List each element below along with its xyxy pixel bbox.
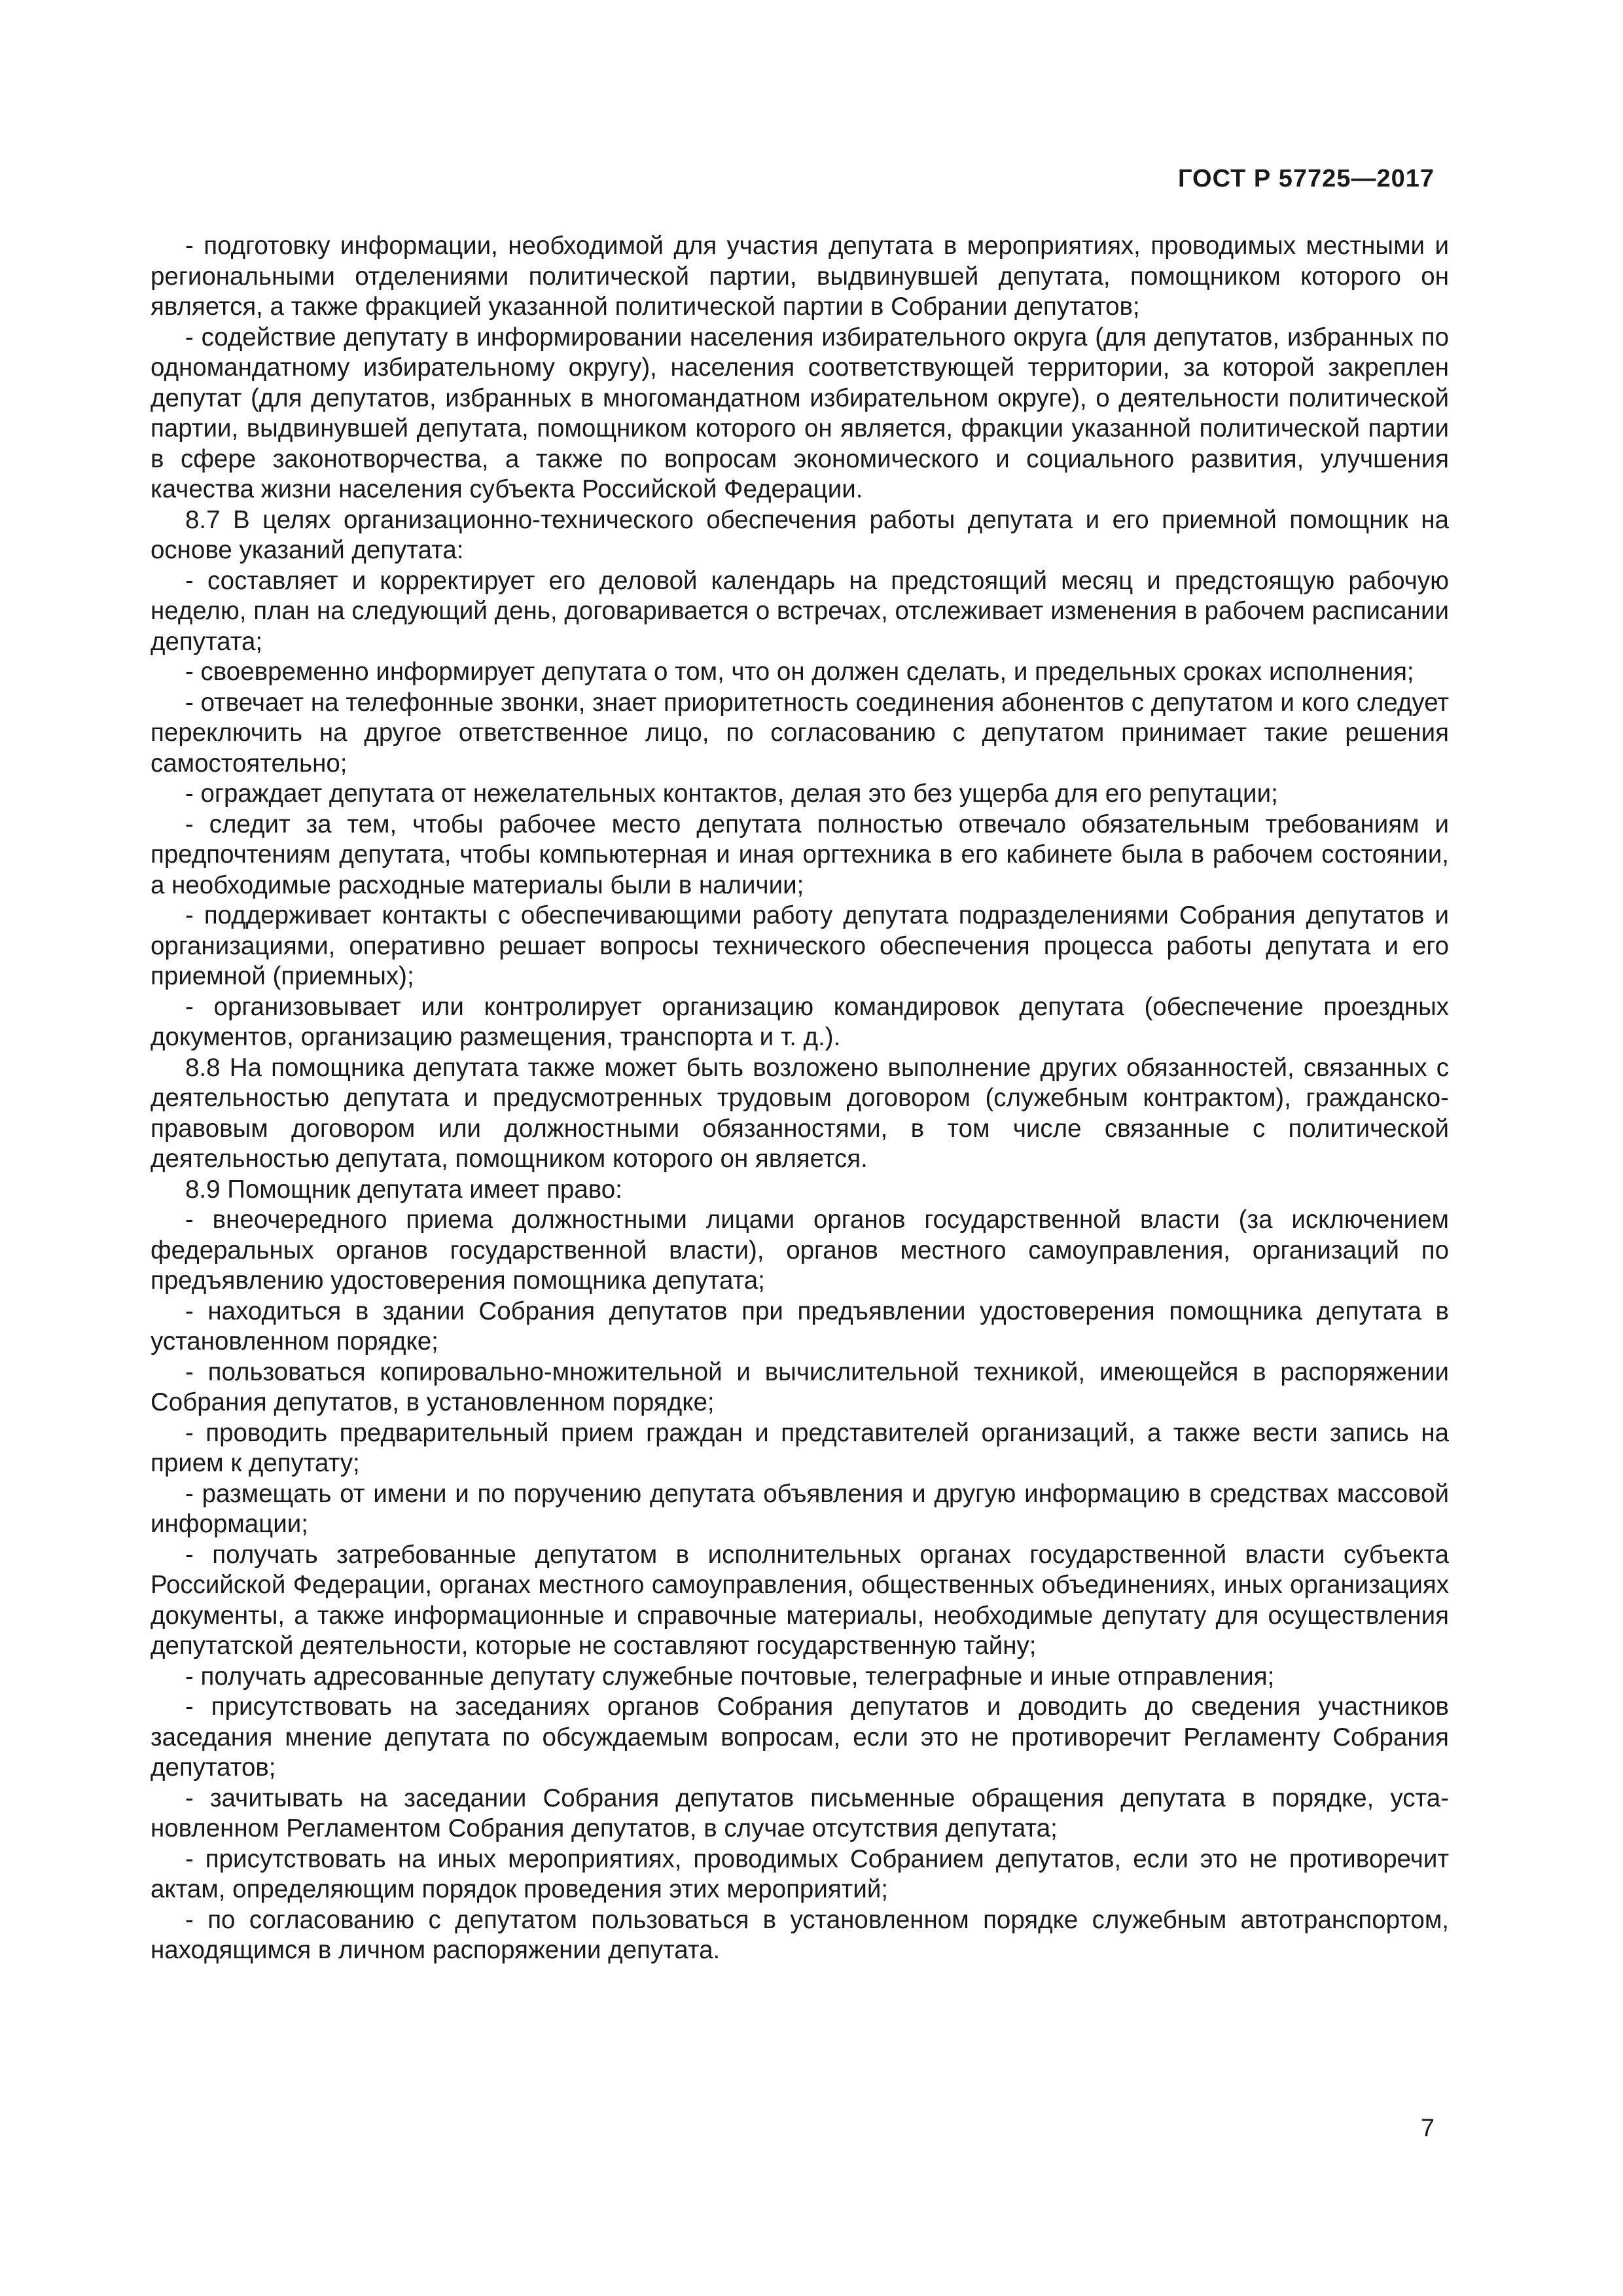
paragraph: - внеочередного приема должностными лицами органов государственной власти (за исключением федеральных органов государственной власти), органов местного самоуправления, организаций по предъявлению удостоверения помощника депутата; xyxy=(151,1206,1449,1295)
clause-8-8: 8.8 На помощника депутата также может быть возложено выполнение других обязанностей, связанных с деятельностью депутата и предусмотренных трудовым договором (служебным контрактом), гражданско-правовым договором или должностными обязанностями, в том числе связанные с политической деятельностью депутата, помощником которого он является. xyxy=(151,1053,1449,1173)
paragraph: - отвечает на телефонные звонки, знает приоритетность соединения абонентов с депутатом и кого следует переключить на другое ответственное лицо, по согласованию с депутатом принимает такие решения самостоятельно; xyxy=(151,688,1449,778)
paragraph: - своевременно информирует депутата о том, что он должен сделать, и предельных сроках исполнения; xyxy=(185,658,1414,686)
paragraph: - получать затребованные депутатом в исполнительных органах государственной власти субъекта Российской Федерации, органах местного самоуправления, общественных объединениях, иных организациях документы, а также информационные и справочные материалы, необходимые депутату для осуществления депутатской деятельности, которые не составляют государственную тайну; xyxy=(151,1540,1449,1660)
paragraph: - составляет и корректирует его деловой календарь на предстоящий месяц и предстоящую рабочую неделю, план на следующий день, договаривается о встречах, отслеживает изменения в рабочем расписании депутата; xyxy=(151,566,1449,656)
clause-8-9: 8.9 Помощник депутата имеет право: xyxy=(185,1175,622,1204)
paragraph: - получать адресованные депутату служебные почтовые, телеграфные и иные отправления; xyxy=(185,1662,1275,1691)
paragraph: - присутствовать на иных мероприятиях, проводимых Собранием депутатов, если это не противоречит актам, определяющим порядок проведения этих мероприятий; xyxy=(151,1844,1449,1903)
document-body xyxy=(151,231,1449,1966)
paragraph: - по согласованию с депутатом пользоваться в установленном порядке служебным автотранспортом, находящимся в личном распоряжении депутата. xyxy=(151,1905,1449,1964)
paragraph: - зачитывать на заседании Собрания депутатов письменные обращения депутата в порядке, установленном Регламентом Собрания депутатов, в случае отсутствия депутата; xyxy=(151,1784,1449,1842)
page-number: 7 xyxy=(1420,2115,1435,2142)
paragraph: - присутствовать на заседаниях органов Собрания депутатов и доводить до сведения участников заседания мнение депутата по обсуждаемым вопросам, если это не противоречит Регламенту Собрания депутатов; xyxy=(151,1693,1449,1782)
paragraph: - следит за тем, чтобы рабочее место депутата полностью отвечало обязательным требованиям и предпочтениям депутата, чтобы компьютерная и иная оргтехника в его кабинете была в рабочем состоянии, а необходимые расходные материалы были в наличии; xyxy=(151,810,1449,899)
paragraph: - размещать от имени и по поручению депутата объявления и другую информацию в средствах массовой информации; xyxy=(151,1479,1449,1538)
paragraph: - проводить предварительный прием граждан и представителей организаций, а также вести запись на прием к депутату; xyxy=(151,1418,1449,1477)
paragraph: - находиться в здании Собрания депутатов при предъявлении удостоверения помощника депутата в установленном порядке; xyxy=(151,1297,1449,1355)
paragraph: - ограждает депутата от нежелательных контактов, делая это без ущерба для его репутации; xyxy=(185,780,1278,808)
paragraph: - организовывает или контролирует организацию командировок депутата (обеспечение проездных документов, организацию размещения, транспорта и т. д.). xyxy=(151,992,1449,1051)
paragraph: - содействие депутату в информировании населения избирательного округа (для депутатов, избранных по одномандатному избирательному округу), населения соответствующей территории, за которой закреплен депутат (для депутатов, избранных в многомандатном избирательном округе), о деятельности политической партии, выдвинувшей депутата, помощником которого он является, фракции указанной политической партии в сфере законотворчества, а также по вопросам экономического и социального развития, улучшения качества жизни населения субъекта Российской Федерации. xyxy=(151,323,1449,503)
paragraph: - поддерживает контакты с обеспечивающими работу депутата подразделениями Собрания депутатов и организациями, оперативно решает вопросы технического обеспечения процесса работы депутата и его приемной (приемных); xyxy=(151,901,1449,990)
clause-8-7: 8.7 В целях организационно-технического обеспечения работы депутата и его приемной помощник на основе указаний депутата: xyxy=(151,505,1449,564)
standard-code-header: ГОСТ Р 57725—2017 xyxy=(1178,165,1435,192)
paragraph: - пользоваться копировально-множительной и вычислительной техникой, имеющейся в распоряжении Собрания депутатов, в установленном порядке; xyxy=(151,1357,1449,1416)
paragraph: - подготовку информации, необходимой для участия депутата в мероприятиях, проводимых местными и региональными отделениями политической партии, выдвинувшей депутата, помощником которого он является, а также фракцией указанной политической партии в Собрании депутатов; xyxy=(151,232,1449,321)
